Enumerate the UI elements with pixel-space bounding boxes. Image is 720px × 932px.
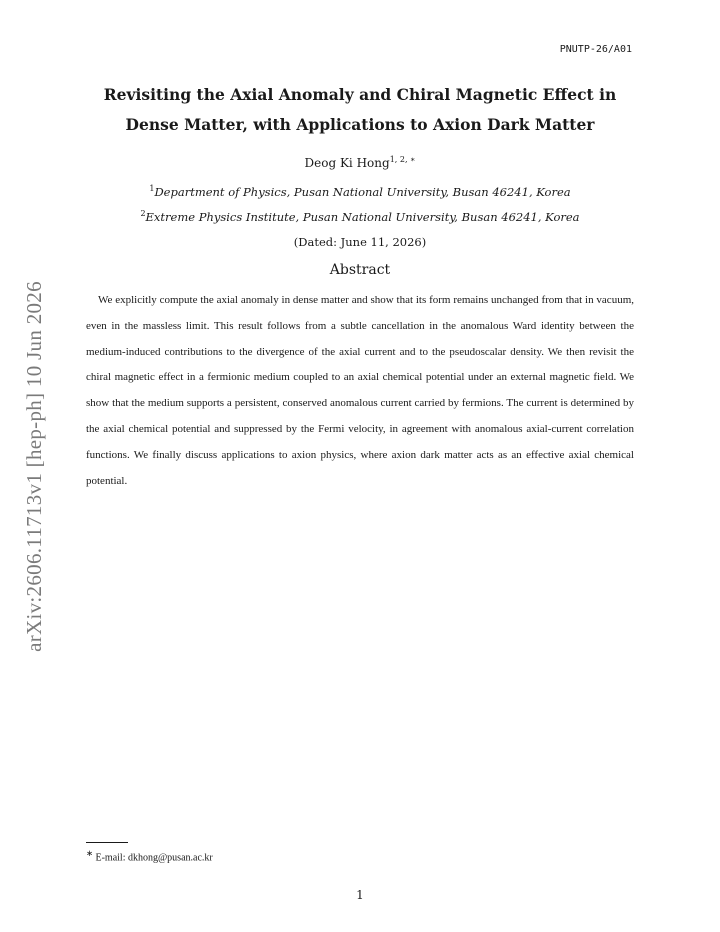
footnote: [86, 848, 213, 863]
affiliation-1: [86, 184, 634, 199]
author-marks: 1, 2, ∗: [389, 155, 416, 164]
affiliation-1-mark: 1: [149, 184, 155, 193]
footnote-mark: ∗: [86, 849, 93, 858]
arxiv-stamp-text: arXiv:2606.11713v1 [hep-ph] 10 Jun 2026: [21, 280, 46, 652]
affiliation-1-text: Department of Physics, Pusan National University, Busan 46241, Korea: [154, 184, 571, 199]
abstract-body: We explicitly compute the axial anomaly in dense matter and show that its form remains unchanged from that in vacuum, even in the massless limit. This result follows from a subtle cancellation in the anomalous Ward identity between the medium-induced contributions to the divergence of the axial current and to the pseudoscalar density. We then revisit the chiral magnetic effect in a fermionic medium coupled to an axial chemical potential under an external magnetic field. We show that the medium supports a persistent, conserved anomalous current carried by fermions. The current is determined by the axial chemical potential and suppressed by the Fermi velocity, in agreement with anomalous axial-current correlation functions. We finally discuss applications to axion physics, where axion dark matter acts as an effective axial chemical potential.: [86, 294, 634, 487]
author-line: [86, 155, 634, 170]
author-name: Deog Ki Hong: [304, 156, 390, 170]
paper-title: Revisiting the Axial Anomaly and Chiral Magnetic Effect in Dense Matter, with Applications to Axion Dark Matter: [103, 85, 617, 134]
arxiv-stamp: [22, 258, 46, 674]
affiliation-2-mark: 2: [140, 209, 146, 218]
footnote-text: E-mail: dkhong@pusan.ac.kr: [95, 852, 213, 864]
page-number: 1: [356, 888, 364, 902]
abstract-heading: Abstract: [329, 262, 391, 278]
dated-line: (Dated: June 11, 2026): [293, 235, 427, 249]
affiliation-2: [86, 209, 634, 224]
footnote-rule: [86, 842, 128, 843]
affiliation-2-text: Extreme Physics Institute, Pusan National University, Busan 46241, Korea: [145, 209, 580, 224]
report-number: PNUTP-26/A01: [559, 44, 632, 55]
